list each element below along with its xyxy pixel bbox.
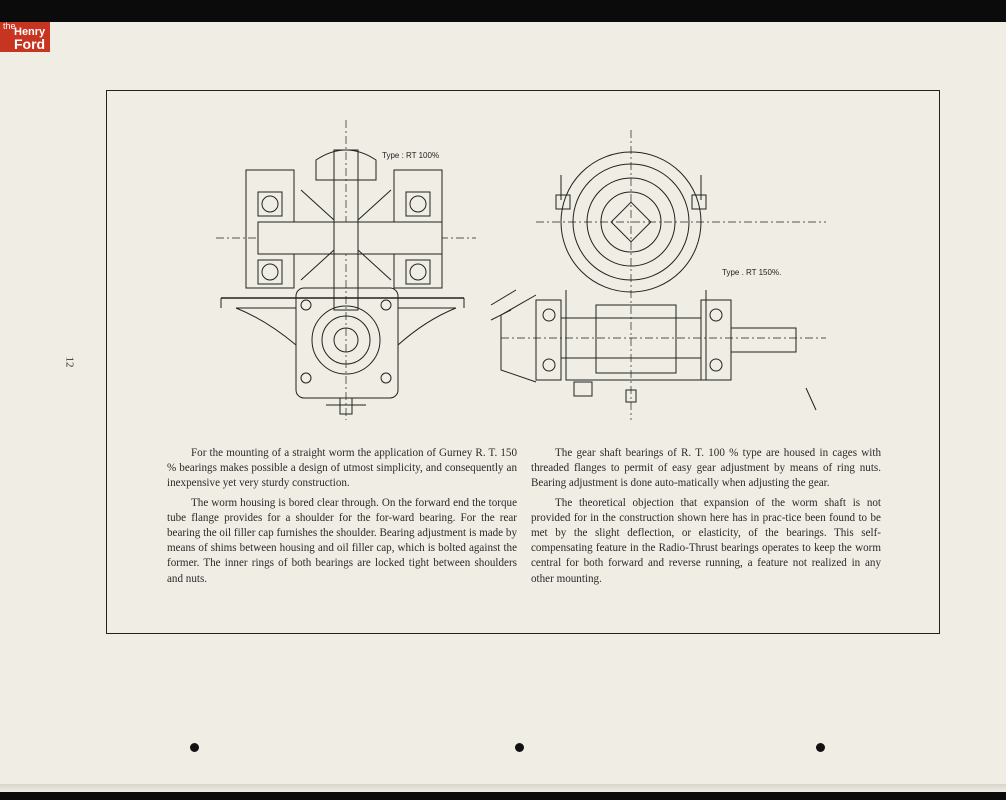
technical-drawings (106, 120, 940, 430)
left-paragraph-1: For the mounting of a straight worm the application of Gurney R. T. 150 % bearings makes possible a design of utmost simplicity, and consequently an inexpensive yet very sturdy construction. (167, 447, 517, 490)
logo-ford: Ford (14, 36, 46, 52)
left-paragraph-2: The worm housing is bored clear through. On the forward end the torque tube flange provides for a shoulder for the for-ward bearing. For the rear bearing the oil filler cap furnishes the shoulder. Bearing adjustment is made by means of shims between housing and oil filler cap, which is bolted against the former. The inner rings of both bearings are locked tight between shoulders and nuts. (167, 496, 517, 585)
page-number: 12 (63, 356, 76, 368)
left-figure-label: Type : RT 100% (382, 151, 440, 160)
binder-hole-left (190, 743, 199, 752)
binder-hole-center (515, 743, 524, 752)
left-text-column (167, 446, 517, 591)
left-bearing-drawing (216, 120, 476, 420)
right-paragraph-2: The theoretical objection that expansion of the worm shaft is not provided for in the construction shown here has in prac-tice been found to be met by the slight deflection, or elasticity, of the bearings. This self-compensating feature in the Radio-Thrust bearings operates to keep the worm central for both forward and reverse running, a feature not realized in any other mounting. (531, 496, 881, 585)
page-edge-shadow (0, 784, 1006, 792)
logo-the: the (3, 21, 16, 31)
right-figure-label: Type . RT 150%. (722, 268, 782, 277)
binder-hole-right (816, 743, 825, 752)
right-paragraph-1: The gear shaft bearings of R. T. 100 % type are housed in cages with threaded flanges to permit of easy gear adjustment by means of ring nuts. Bearing adjustment is done auto-matically when adjusting the gear. (531, 447, 881, 490)
logo-henry: Henry (14, 26, 46, 38)
right-text-column (531, 446, 881, 591)
henry-ford-logo[interactable] (0, 22, 50, 52)
